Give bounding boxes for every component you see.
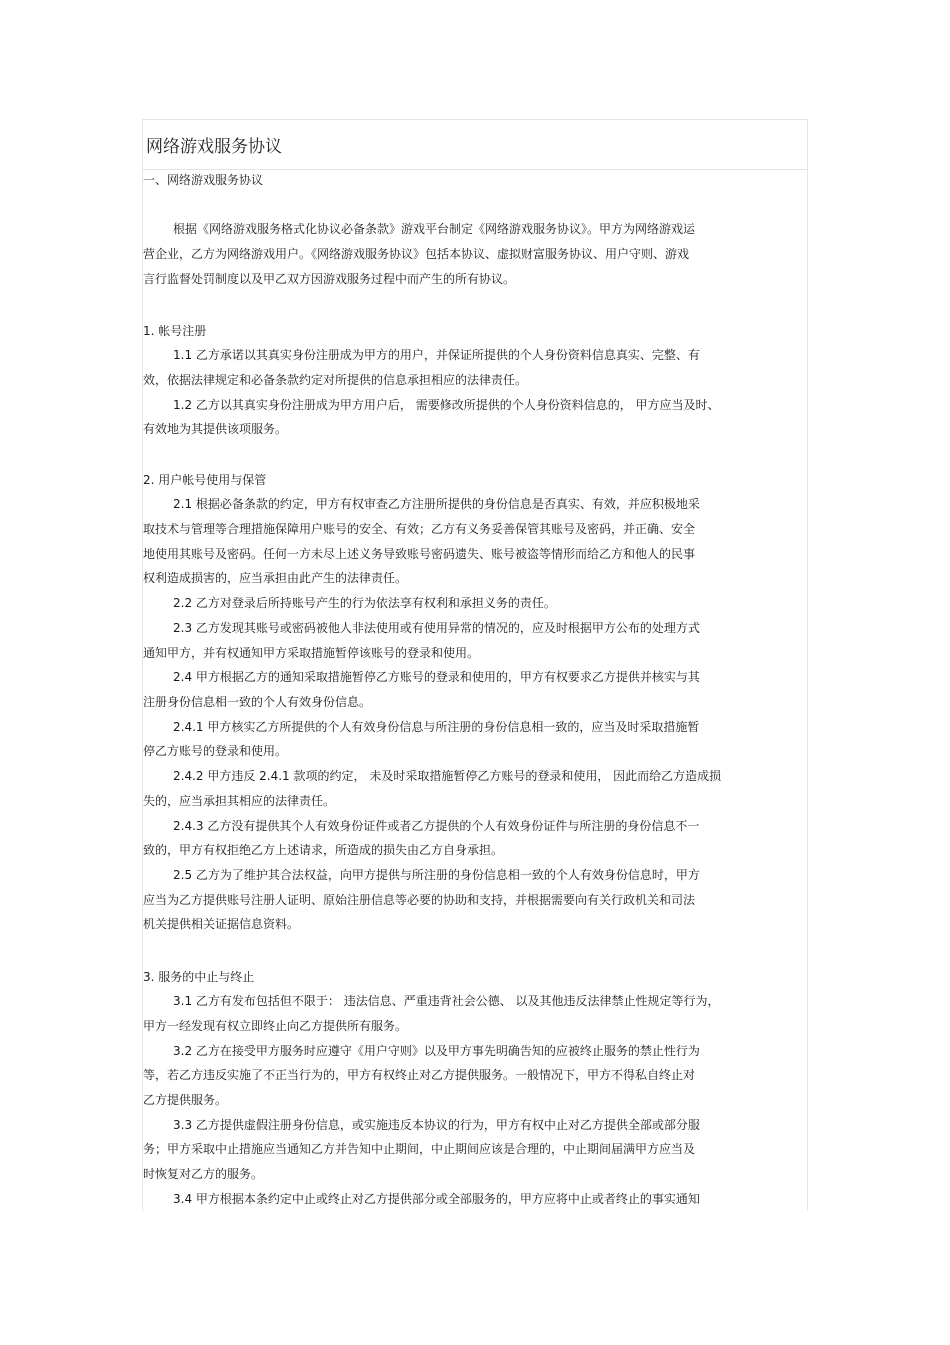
text-line: 通知甲方，并有权通知甲方采取措施暂停该账号的登录和使用。 <box>143 646 480 660</box>
text-line: 2.4.1 甲方核实乙方所提供的个人有效身份信息与所注册的身份信息相一致的，应当及时采取措施暂 <box>173 720 700 734</box>
text-line: 1. 帐号注册 <box>143 324 207 338</box>
text-line: 根据《网络游戏服务格式化协议必备条款》游戏平台制定《网络游戏服务协议》。甲方为网络游戏运 <box>173 222 696 236</box>
text-line: 言行监督处罚制度以及甲乙双方因游戏服务过程中而产生的所有协议。 <box>143 272 516 286</box>
text-line: 2.4.3 乙方没有提供其个人有效身份证件或者乙方提供的个人有效身份证件与所注册的身份信息不一 <box>173 819 700 833</box>
text-line: 有效地为其提供该项服务。 <box>143 422 288 436</box>
text-line: 致的，甲方有权拒绝乙方上述请求，所造成的损失由乙方自身承担。 <box>143 843 504 857</box>
text-line: 停乙方账号的登录和使用。 <box>143 744 288 758</box>
text-line: 2.5 乙方为了维护其合法权益，向甲方提供与所注册的身份信息相一致的个人有效身份信息时，甲方 <box>173 868 700 882</box>
document-title: 网络游戏服务协议 <box>146 137 282 157</box>
text-line: 1.1 乙方承诺以其真实身份注册成为甲方的用户，并保证所提供的个人身份资料信息真实、完整、有 <box>173 348 700 362</box>
text-line: 乙方提供服务。 <box>143 1093 228 1107</box>
text-line: 3.2 乙方在接受甲方服务时应遵守《用户守则》以及甲方事先明确告知的应被终止服务的禁止性行为 <box>173 1044 700 1058</box>
text-line: 2.1 根据必备条款的约定，甲方有权审查乙方注册所提供的身份信息是否真实、有效，并应积极地采 <box>173 497 700 511</box>
text-line: 2.4 甲方根据乙方的通知采取措施暂停乙方账号的登录和使用的，甲方有权要求乙方提供并核实与其 <box>173 670 700 684</box>
text-line: 机关提供相关证据信息资料。 <box>143 917 300 931</box>
text-line: 1.2 乙方以其真实身份注册成为甲方用户后， 需要修改所提供的个人身份资料信息的， 甲方应当及时、 <box>173 398 720 412</box>
text-line: 3.1 乙方有发布包括但不限于： 违法信息、严重违背社会公德、 以及其他违反法律禁止性规定等行为， <box>173 994 720 1008</box>
text-line: 2.2 乙方对登录后所持账号产生的行为依法享有权利和承担义务的责任。 <box>173 596 556 610</box>
text-line: 权利造成损害的，应当承担由此产生的法律责任。 <box>143 571 408 585</box>
text-line: 时恢复对乙方的服务。 <box>143 1167 264 1181</box>
text-line: 一、网络游戏服务协议 <box>143 173 264 187</box>
text-line: 效，依据法律规定和必备条款约定对所提供的信息承担相应的法律责任。 <box>143 373 528 387</box>
text-line: 2. 用户帐号使用与保管 <box>143 473 267 487</box>
text-line: 地使用其账号及密码。任何一方未尽上述义务导致账号密码遗失、账号被盗等情形而给乙方和他人的民事 <box>143 547 696 561</box>
text-line: 取技术与管理等合理措施保障用户账号的安全、有效；乙方有义务妥善保管其账号及密码，并正确、安全 <box>143 522 696 536</box>
title-divider <box>143 169 807 170</box>
text-line: 注册身份信息相一致的个人有效身份信息。 <box>143 695 372 709</box>
text-line: 务；甲方采取中止措施应当通知乙方并告知中止期间，中止期间应该是合理的，中止期间届满甲方应当及 <box>143 1142 696 1156</box>
text-line: 失的，应当承担其相应的法律责任。 <box>143 794 336 808</box>
text-line: 3.3 乙方提供虚假注册身份信息，或实施违反本协议的行为，甲方有权中止对乙方提供全部或部分服 <box>173 1118 700 1132</box>
text-line: 应当为乙方提供账号注册人证明、原始注册信息等必要的协助和支持，并根据需要向有关行政机关和司法 <box>143 893 696 907</box>
text-line: 等，若乙方违反实施了不正当行为的，甲方有权终止对乙方提供服务。一般情况下，甲方不得私自终止对 <box>143 1068 696 1082</box>
text-line: 2.3 乙方发现其账号或密码被他人非法使用或有使用异常的情况的，应及时根据甲方公布的处理方式 <box>173 621 700 635</box>
text-line: 2.4.2 甲方违反 2.4.1 款项的约定， 未及时采取措施暂停乙方账号的登录和使用， 因此而给乙方造成损 <box>173 769 722 783</box>
text-line: 营企业，乙方为网络游戏用户。《网络游戏服务协议》包括本协议、虚拟财富服务协议、用户守则、游戏 <box>143 247 690 261</box>
text-line: 3. 服务的中止与终止 <box>143 970 255 984</box>
text-line: 3.4 甲方根据本条约定中止或终止对乙方提供部分或全部服务的，甲方应将中止或者终止的事实通知 <box>173 1192 700 1206</box>
document-frame <box>142 119 808 1211</box>
text-line: 甲方一经发现有权立即终止向乙方提供所有服务。 <box>143 1019 408 1033</box>
